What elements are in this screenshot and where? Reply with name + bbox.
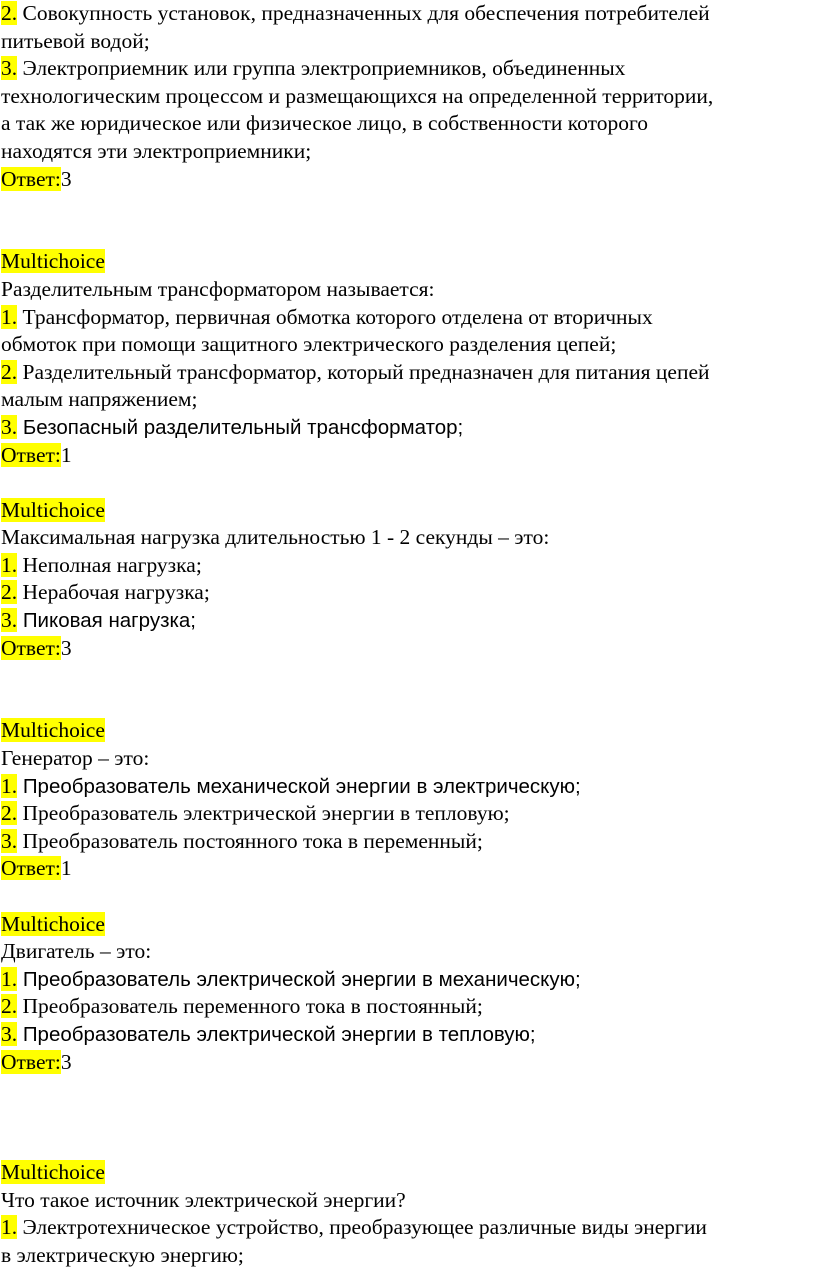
option-number: 1. <box>1 773 18 798</box>
option-text: Трансформатор, первичная обмотка которого отделена от вторичных <box>17 304 653 329</box>
option-text: Совокупность установок, предназначенных для обеспечения потребителей <box>17 1 710 25</box>
question-block <box>1 248 816 469</box>
option-number: 1. <box>1 966 18 991</box>
question-type: Multichoice <box>1 911 105 936</box>
option-text: Преобразователь электрической энергии в механическую; <box>17 967 581 991</box>
option-number: 1. <box>1 304 18 329</box>
option-text: технологическим процессом и размещающихся на определенной территории, <box>1 83 714 108</box>
option-text: Нерабочая нагрузка; <box>17 580 210 605</box>
answer-line <box>1 635 816 663</box>
question-block <box>1 911 816 1077</box>
option-text: Преобразователь электрической энергии в тепловую; <box>17 801 510 826</box>
question-prompt: Максимальная нагрузка длительностью 1 - 2 секунды – это: <box>1 525 550 550</box>
prev-option-2 <box>1 0 816 55</box>
question-type: Multichoice <box>1 249 105 274</box>
question-block <box>1 717 816 883</box>
answer-value: 3 <box>60 1049 72 1074</box>
answer-label: Ответ: <box>1 635 61 660</box>
option-number: 2. <box>1 801 18 826</box>
option-number: 2. <box>1 1 18 25</box>
option-number: 3. <box>1 608 18 633</box>
option-text: Преобразователь механической энергии в электрическую; <box>17 774 581 798</box>
option-text: Электроприемник или группа электроприемников, объединенных <box>17 56 626 81</box>
option-number: 2. <box>1 580 18 605</box>
answer-line <box>1 166 816 194</box>
option-text: находятся эти электроприемники; <box>1 138 312 163</box>
option-number: 3. <box>1 414 18 439</box>
option-number: 3. <box>1 56 18 81</box>
option-text: Преобразователь электрической энергии в тепловую; <box>17 1022 536 1046</box>
answer-label: Ответ: <box>1 166 61 191</box>
option-text: питьевой водой; <box>1 28 150 53</box>
option-text: Разделительный трансформатор, который предназначен для питания цепей <box>17 359 710 384</box>
question-block <box>1 1159 816 1269</box>
answer-value: 3 <box>60 635 72 660</box>
answer-line <box>1 442 816 470</box>
option-number: 3. <box>1 1021 18 1046</box>
answer-line <box>1 1049 816 1077</box>
option-number: 2. <box>1 994 18 1019</box>
answer-value: 3 <box>60 166 72 191</box>
question-type: Multichoice <box>1 1159 105 1184</box>
prev-option-3 <box>1 55 816 165</box>
question-prompt: Генератор – это: <box>1 746 150 771</box>
answer-label: Ответ: <box>1 442 61 467</box>
answer-value: 1 <box>60 856 72 881</box>
option-number: 1. <box>1 552 18 577</box>
option-number: 2. <box>1 359 18 384</box>
option-text: Безопасный разделительный трансформатор; <box>17 415 464 439</box>
question-prompt: Что такое источник электрической энергии? <box>1 1187 406 1212</box>
option-text: малым напряжением; <box>1 387 198 412</box>
option-text: Неполная нагрузка; <box>17 552 202 577</box>
answer-value: 1 <box>60 442 72 467</box>
option-number: 3. <box>1 828 18 853</box>
answer-label: Ответ: <box>1 856 61 881</box>
option-text: Преобразователь переменного тока в постоянный; <box>17 994 483 1019</box>
question-prompt: Разделительным трансформатором называется: <box>1 276 435 301</box>
option-text: Преобразователь постоянного тока в переменный; <box>17 828 483 853</box>
question-block <box>1 497 816 663</box>
question-type: Multichoice <box>1 497 105 522</box>
question-prompt: Двигатель – это: <box>1 939 152 964</box>
option-number: 1. <box>1 1215 18 1240</box>
option-text: Электротехническое устройство, преобразующее различные виды энергии <box>17 1215 707 1240</box>
option-text: в электрическую энергию; <box>1 1242 244 1267</box>
option-text: Пиковая нагрузка; <box>17 609 196 633</box>
answer-label: Ответ: <box>1 1049 61 1074</box>
option-text: обмоток при помощи защитного электрического разделения цепей; <box>1 332 617 357</box>
answer-line <box>1 855 816 883</box>
question-type: Multichoice <box>1 718 105 743</box>
option-text: а так же юридическое или физическое лицо, в собственности которого <box>1 111 649 136</box>
